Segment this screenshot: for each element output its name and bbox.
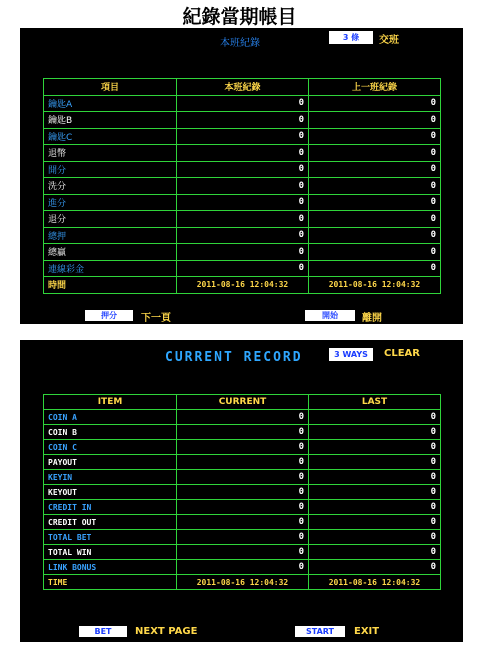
row-last-value: 0 <box>309 161 441 178</box>
exit-label[interactable]: 離開 <box>362 313 382 324</box>
table-row <box>44 128 441 145</box>
table-row <box>44 244 441 261</box>
table-row <box>44 161 441 178</box>
row-last-value: 0 <box>309 560 441 575</box>
start-button[interactable]: 開始 <box>305 310 355 321</box>
table-row <box>44 227 441 244</box>
row-current-value: 0 <box>177 178 309 195</box>
row-item-label: 退幣 <box>44 145 177 162</box>
table-row <box>44 211 441 228</box>
row-last-value: 0 <box>309 244 441 261</box>
table-row <box>44 425 441 440</box>
row-current-value: 0 <box>177 145 309 162</box>
record-table <box>43 78 441 294</box>
record-screen-english <box>20 340 463 642</box>
table-row <box>44 515 441 530</box>
row-current-value: 0 <box>177 227 309 244</box>
row-last-value: 0 <box>309 440 441 455</box>
time-row <box>44 575 441 590</box>
row-last-value: 0 <box>309 128 441 145</box>
row-item-label: COIN B <box>44 425 177 440</box>
row-item-label: 鑰匙A <box>44 95 177 112</box>
row-current-value: 0 <box>177 112 309 129</box>
row-current-value: 0 <box>177 500 309 515</box>
start-button[interactable]: START <box>295 626 345 637</box>
row-current-value: 0 <box>177 515 309 530</box>
record-screen-chinese <box>20 28 463 324</box>
row-item-label: 退分 <box>44 211 177 228</box>
row-last-value: 0 <box>309 95 441 112</box>
table-row <box>44 112 441 129</box>
column-header-last: 上一班紀錄 <box>309 79 441 96</box>
clear-label[interactable]: CLEAR <box>384 348 420 359</box>
screen-title: CURRENT RECORD <box>165 350 303 365</box>
table-row <box>44 455 441 470</box>
table-row <box>44 194 441 211</box>
days-box[interactable]: 3 WAYS <box>329 348 373 361</box>
row-item-label: 鑰匙B <box>44 112 177 129</box>
row-item-label: CREDIT IN <box>44 500 177 515</box>
row-last-value: 0 <box>309 500 441 515</box>
row-current-value: 0 <box>177 470 309 485</box>
row-current-value: 0 <box>177 560 309 575</box>
row-current-value: 0 <box>177 161 309 178</box>
row-last-value: 0 <box>309 145 441 162</box>
time-last-value: 2011-08-16 12:04:32 <box>309 575 441 590</box>
row-current-value: 0 <box>177 410 309 425</box>
row-current-value: 0 <box>177 440 309 455</box>
row-last-value: 0 <box>309 178 441 195</box>
row-current-value: 0 <box>177 530 309 545</box>
row-item-label: CREDIT OUT <box>44 515 177 530</box>
row-item-label: TOTAL WIN <box>44 545 177 560</box>
table-header-row <box>44 395 441 410</box>
row-last-value: 0 <box>309 425 441 440</box>
time-label: TIME <box>44 575 177 590</box>
clear-label[interactable]: 交班 <box>379 35 399 46</box>
days-box[interactable]: 3 條 <box>329 31 373 44</box>
row-last-value: 0 <box>309 410 441 425</box>
row-item-label: TOTAL BET <box>44 530 177 545</box>
row-current-value: 0 <box>177 260 309 277</box>
column-header-current: CURRENT <box>177 395 309 410</box>
row-current-value: 0 <box>177 545 309 560</box>
row-item-label: LINK BONUS <box>44 560 177 575</box>
bet-button[interactable]: BET <box>79 626 127 637</box>
row-last-value: 0 <box>309 194 441 211</box>
row-item-label: 洗分 <box>44 178 177 195</box>
table-row <box>44 440 441 455</box>
row-current-value: 0 <box>177 485 309 500</box>
column-header-item: ITEM <box>44 395 177 410</box>
exit-label[interactable]: EXIT <box>354 626 380 637</box>
table-row <box>44 145 441 162</box>
next-page-label[interactable]: 下一頁 <box>141 313 171 324</box>
row-last-value: 0 <box>309 485 441 500</box>
row-item-label: 進分 <box>44 194 177 211</box>
next-page-label[interactable]: NEXT PAGE <box>135 626 198 637</box>
row-item-label: COIN C <box>44 440 177 455</box>
table-row <box>44 260 441 277</box>
table-row <box>44 545 441 560</box>
row-current-value: 0 <box>177 425 309 440</box>
row-last-value: 0 <box>309 470 441 485</box>
row-item-label: KEYIN <box>44 470 177 485</box>
column-header-last: LAST <box>309 395 441 410</box>
table-header-row <box>44 79 441 96</box>
table-row <box>44 560 441 575</box>
time-current-value: 2011-08-16 12:04:32 <box>177 277 309 294</box>
column-header-current: 本班紀錄 <box>177 79 309 96</box>
row-current-value: 0 <box>177 244 309 261</box>
row-last-value: 0 <box>309 260 441 277</box>
table-row <box>44 178 441 195</box>
time-row <box>44 277 441 294</box>
row-last-value: 0 <box>309 211 441 228</box>
bet-button[interactable]: 押分 <box>85 310 133 321</box>
row-last-value: 0 <box>309 545 441 560</box>
row-current-value: 0 <box>177 194 309 211</box>
table-row <box>44 485 441 500</box>
time-current-value: 2011-08-16 12:04:32 <box>177 575 309 590</box>
table-row <box>44 470 441 485</box>
screen-title: 本班紀錄 <box>220 38 260 49</box>
time-label: 時間 <box>44 277 177 294</box>
table-row <box>44 95 441 112</box>
table-row <box>44 500 441 515</box>
row-last-value: 0 <box>309 530 441 545</box>
row-current-value: 0 <box>177 211 309 228</box>
row-item-label: PAYOUT <box>44 455 177 470</box>
time-last-value: 2011-08-16 12:04:32 <box>309 277 441 294</box>
row-item-label: 總押 <box>44 227 177 244</box>
row-current-value: 0 <box>177 95 309 112</box>
row-item-label: 鑰匙C <box>44 128 177 145</box>
row-item-label: COIN A <box>44 410 177 425</box>
row-current-value: 0 <box>177 455 309 470</box>
row-last-value: 0 <box>309 515 441 530</box>
row-item-label: KEYOUT <box>44 485 177 500</box>
record-table <box>43 394 441 590</box>
row-current-value: 0 <box>177 128 309 145</box>
table-row <box>44 530 441 545</box>
row-item-label: 開分 <box>44 161 177 178</box>
column-header-item: 項目 <box>44 79 177 96</box>
row-item-label: 連線彩金 <box>44 260 177 277</box>
row-last-value: 0 <box>309 112 441 129</box>
table-row <box>44 410 441 425</box>
row-last-value: 0 <box>309 455 441 470</box>
row-last-value: 0 <box>309 227 441 244</box>
row-item-label: 總贏 <box>44 244 177 261</box>
page-title: 紀錄當期帳目 <box>182 6 297 28</box>
